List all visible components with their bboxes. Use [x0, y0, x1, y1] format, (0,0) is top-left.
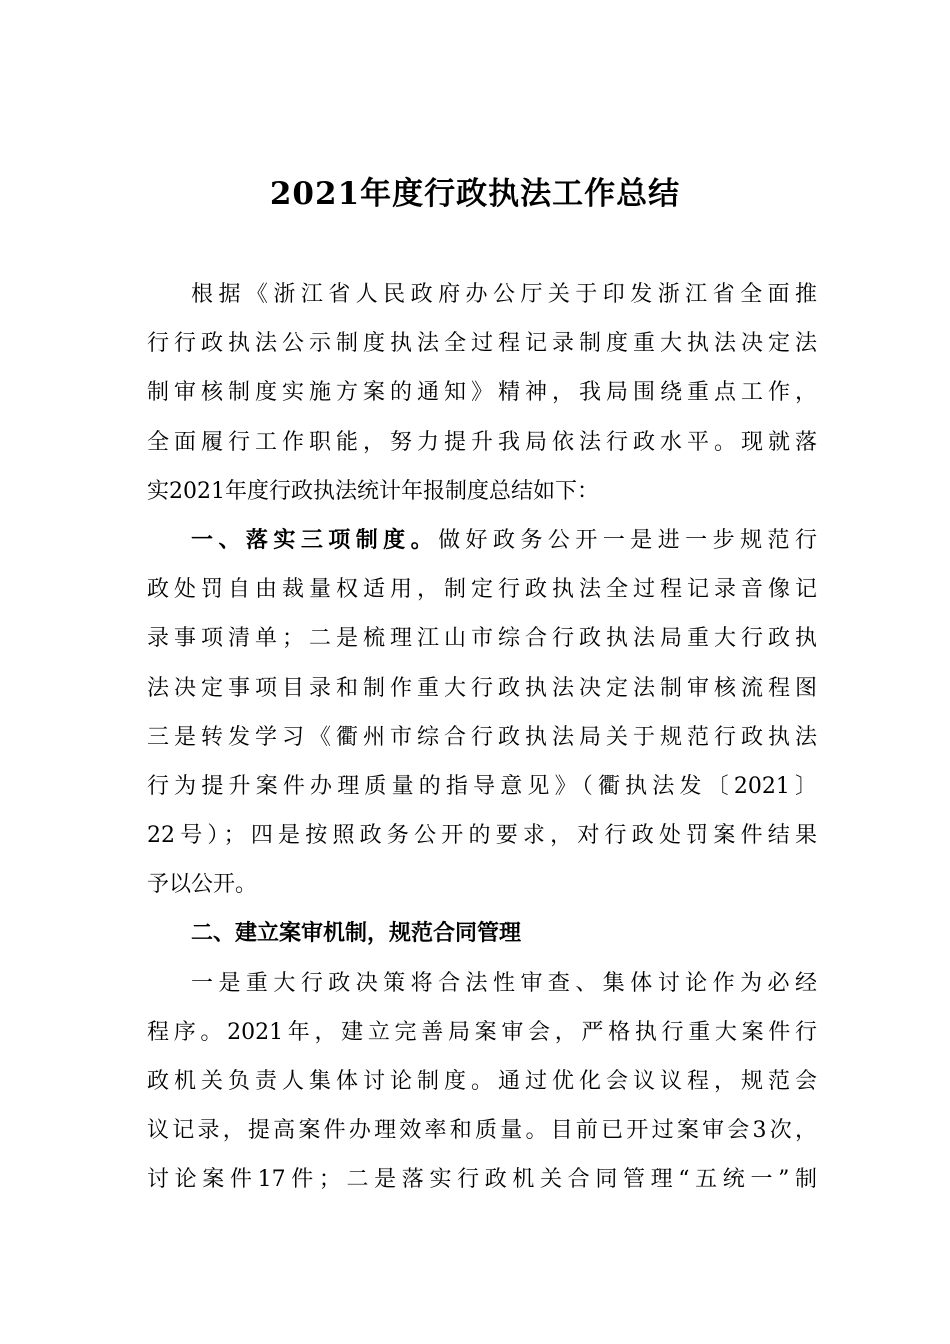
section-2-heading: 二、建立案审机制，规范合同管理 — [191, 921, 522, 947]
section-1-first-line-text: 做好政务公开一是进一步规范行 — [438, 527, 817, 553]
paragraph-line: 讨论案件17件；二是落实行政机关合同管理“五统一”制 — [147, 1167, 817, 1193]
paragraph-line: 政处罚自由裁量权适用，制定行政执法全过程记录音像记 — [147, 577, 817, 603]
paragraph-line: 一是重大行政决策将合法性审查、集体讨论作为必经 — [191, 970, 817, 996]
paragraph-line: 政机关负责人集体讨论制度。通过优化会议议程，规范会 — [147, 1069, 817, 1094]
document-title: 2021年度行政执法工作总结 — [269, 176, 681, 212]
paragraph-line: 行行政执法公示制度执法全过程记录制度重大执法决定法 — [147, 331, 817, 357]
paragraph-line: 行为提升案件办理质量的指导意见》（衢执法发〔2021〕 — [147, 773, 817, 799]
paragraph-line: 予以公开。 — [147, 872, 258, 898]
document-body — [147, 270, 817, 1205]
paragraph-line: 22号）；四是按照政务公开的要求，对行政处罚案件结果 — [147, 823, 817, 849]
paragraph-line: 录事项清单；二是梳理江山市综合行政执法局重大行政执 — [147, 626, 817, 652]
paragraph-line: 实2021年度行政执法统计年报制度总结如下： — [147, 478, 599, 504]
paragraph-line: 根据《浙江省人民政府办公厅关于印发浙江省全面推 — [191, 282, 817, 307]
paragraph-line: 制审核制度实施方案的通知》精神，我局围绕重点工作， — [147, 380, 817, 406]
section-1-first-line — [147, 516, 817, 565]
paragraph-line: 议记录，提高案件办理效率和质量。目前已开过案审会3次， — [147, 1118, 817, 1144]
section-1-heading: 一、落实三项制度。 — [191, 527, 439, 553]
paragraph-line: 程序。2021年，建立完善局案审会，严格执行重大案件行 — [147, 1019, 817, 1045]
paragraph-line: 三是转发学习《衢州市综合行政执法局关于规范行政执法 — [147, 724, 817, 750]
paragraph-line: 法决定事项目录和制作重大行政执法决定法制审核流程图 — [147, 675, 817, 701]
paragraph-line: 全面履行工作职能，努力提升我局依法行政水平。现就落 — [147, 429, 817, 455]
